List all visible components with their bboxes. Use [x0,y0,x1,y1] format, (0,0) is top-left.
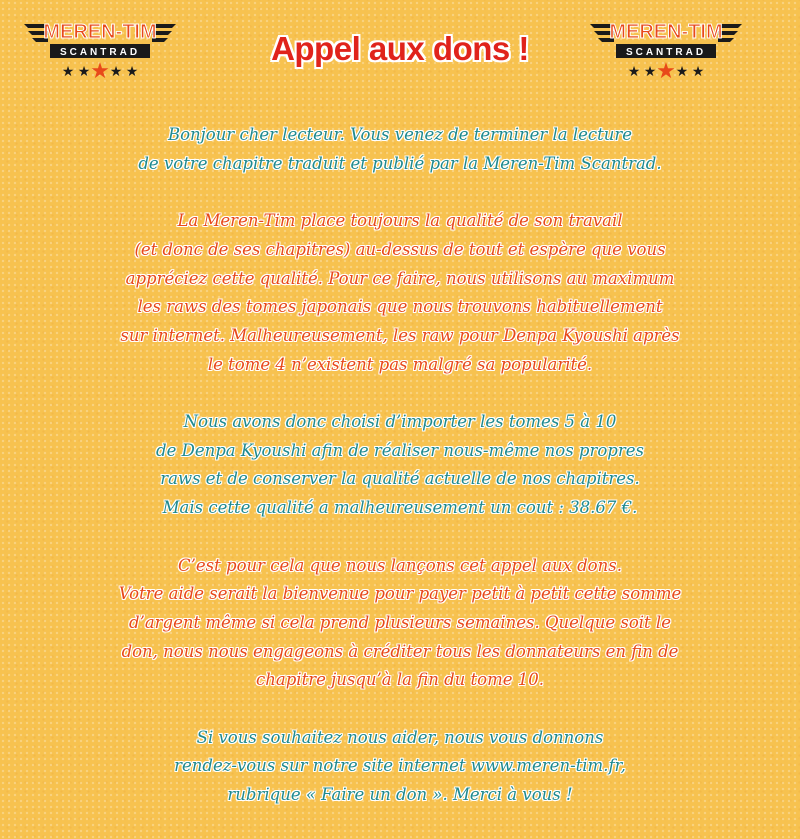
svg-text:★: ★ [627,64,641,80]
text-line: La Meren-Tim place toujours la qualité de son travail [177,211,623,231]
paragraph-appeal [60,552,740,696]
text-line: sur internet. Malheureusement, les raw pour Denpa Kyoushi après [120,325,680,345]
page-title: Appel aux dons ! [271,30,529,67]
text-line: de Denpa Kyoushi afin de réaliser nous-même nos propres [156,440,644,460]
text-line: Nous avons donc choisi d’importer les tomes 5 à 10 [183,412,617,431]
text-line: (et donc de ses chapitres) au-dessus de tout et espère que vous [134,239,666,259]
paragraph-closing [60,724,740,810]
text-line: d’argent même si cela prend plusieurs semaines. Quelque soit le [129,612,671,632]
text-line: rubrique « Faire un don ». Merci à vous ! [227,785,573,805]
logo-subtitle: SCANTRAD [59,47,141,58]
text-line: Votre aide serait la bienvenue pour payer petit à petit cette somme [118,584,682,604]
text-line: Bonjour cher lecteur. Vous venez de terminer la lecture [167,125,633,144]
svg-text:★: ★ [125,64,139,80]
text-line: C’est pour cela que nous lançons cet appel aux dons. [178,555,622,575]
logo-name: MEREN-TIM [43,21,157,43]
text-line: de votre chapitre traduit et publié par la Meren-Tim Scantrad. [138,153,662,173]
svg-text:★: ★ [61,64,75,80]
text-line: don, nous nous engageons à créditer tous les donnateurs en fin de [121,641,679,661]
svg-text:★: ★ [675,64,689,80]
text-line: chapitre jusqu’à la fin du tome 10. [256,670,544,690]
svg-text:★: ★ [691,64,705,80]
text-line: Mais cette qualité a malheureusement un cout : 38.67 €. [162,498,638,518]
donation-message [60,121,740,839]
svg-text:★: ★ [656,59,676,84]
svg-text:★: ★ [109,64,123,80]
text-line: le tome 4 n’existent pas malgré sa popularité. [207,354,593,374]
text-line: appréciez cette qualité. Pour ce faire, nous utilisons au maximum [125,268,675,288]
text-line: Si vous souhaitez nous aider, nous vous donnons [196,727,604,747]
paragraph-quality [60,207,740,379]
text-line: les raws des tomes japonais que nous trouvons habituellement [137,297,663,317]
logo-subtitle: SCANTRAD [625,47,707,58]
text-line: rendez-vous sur notre site internet www.meren-tim.fr, [174,756,626,776]
paragraph-greeting [60,121,740,178]
paragraph-import [60,408,740,523]
svg-text:★: ★ [643,64,657,80]
logo-name: MEREN-TIM [609,21,723,43]
text-line: raws et de conserver la qualité actuelle de nos chapitres. [160,469,640,489]
svg-text:★: ★ [90,59,110,84]
svg-text:★: ★ [77,64,91,80]
